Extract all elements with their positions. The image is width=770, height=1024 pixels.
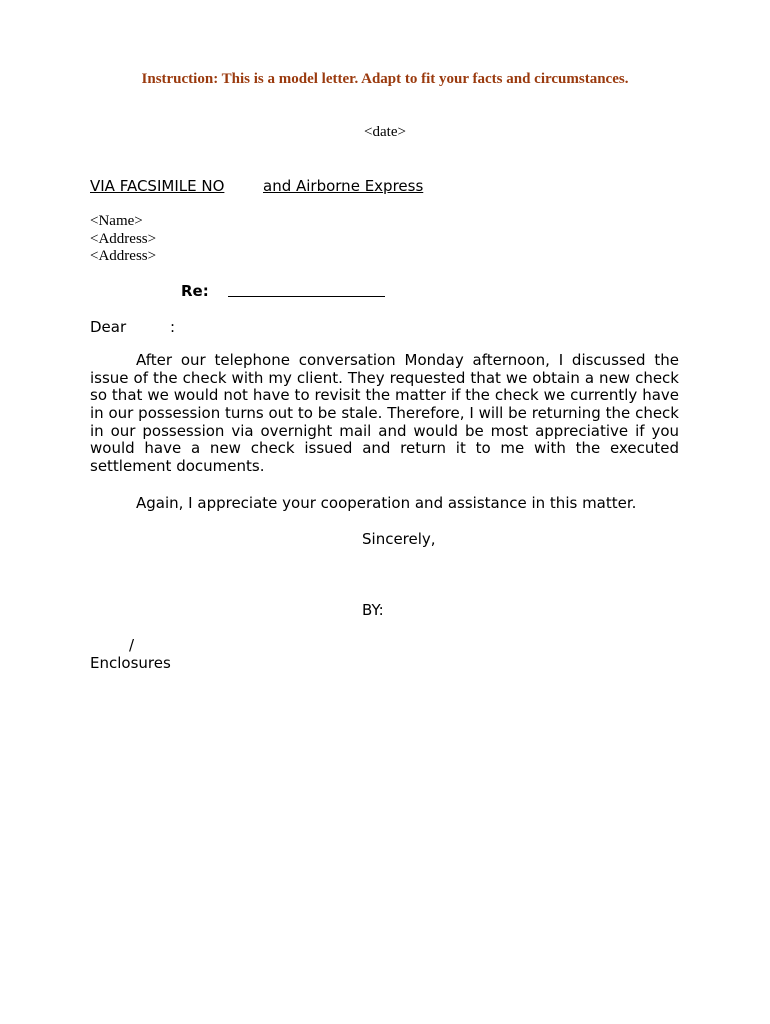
body-line: so that we would not have to revisit the matter if the check we currently have xyxy=(90,386,679,405)
closing-sincerely: Sincerely, xyxy=(362,530,436,548)
delivery-method-airborne: and Airborne Express xyxy=(263,177,424,195)
body-line: settlement documents. xyxy=(90,457,265,476)
body-line: After our telephone conversation Monday afternoon, I discussed the xyxy=(136,351,679,369)
date-placeholder: <date> xyxy=(364,124,406,140)
body-line: in our possession via overnight mail and would be most appreciative if you xyxy=(90,421,679,440)
signature-by-label: BY: xyxy=(362,601,384,619)
recipient-address-2: <Address> xyxy=(90,248,157,264)
body-line: would have a new check issued and return it to me with the executed xyxy=(90,439,679,458)
initials-slash: / xyxy=(129,636,135,654)
body-line: in our possession turns out to be stale. Therefore, I will be returning the check xyxy=(90,404,679,423)
instruction-note: Instruction: This is a model letter. Adapt to fit your facts and circumstances. xyxy=(141,71,629,87)
recipient-name: <Name> xyxy=(90,213,143,229)
re-label: Re: xyxy=(181,282,209,300)
salutation-greeting: Dear xyxy=(90,318,127,336)
enclosures-label: Enclosures xyxy=(90,654,171,672)
re-subject-line xyxy=(228,296,385,297)
recipient-address-1: <Address> xyxy=(90,230,157,247)
delivery-method-facsimile: VIA FACSIMILE NO xyxy=(90,177,225,195)
body-paragraph-1 xyxy=(90,352,679,476)
body-paragraph-2: Again, I appreciate your cooperation and assistance in this matter. xyxy=(136,494,637,512)
salutation-colon: : xyxy=(170,318,176,336)
body-line: issue of the check with my client. They requested that we obtain a new check xyxy=(90,368,679,387)
